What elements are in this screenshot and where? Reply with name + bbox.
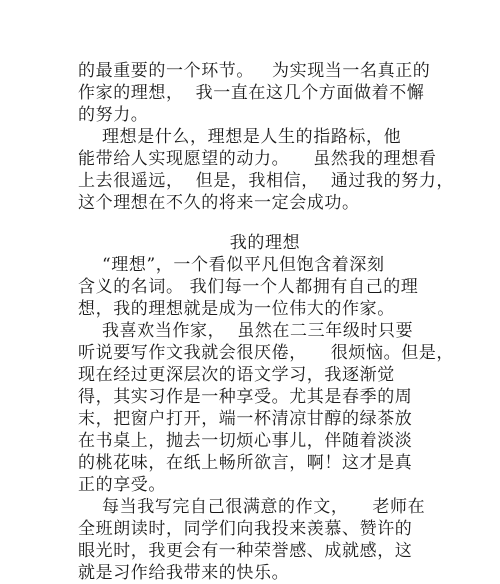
essay-line-12: 每当我写完自己很满意的作文， 老师在 (78, 497, 426, 517)
essay-line-13: 全班朗读时，同学们向我投来羡慕、赞许的 (78, 519, 413, 539)
intro-line-3: 的努力。 (78, 105, 149, 125)
essay-line-5: 听说要写作文我就会很厌倦， 很烦恼。但是， (78, 343, 455, 363)
intro-line-7: 这个理想在不久的将来一定会成功。 (78, 193, 360, 213)
essay-line-7: 得，其实习作是一种享受。尤其是春季的周 (78, 387, 413, 407)
essay-line-9: 在书桌上，抛去一切烦心事儿，伴随着淡淡 (78, 431, 413, 451)
essay-line-4: 我喜欢当作家， 虽然在二三年级时只要 (78, 321, 414, 341)
essay-line-1: “理想”，一个看似平凡但饱含着深刻 (78, 255, 385, 275)
intro-line-5: 能带给人实现愿望的动力。 虽然我的理想看 (78, 149, 437, 169)
essay-line-3: 想，我的理想就是成为一位伟大的作家。 (78, 299, 395, 319)
essay-line-6: 现在经过更深层次的语文学习，我逐渐觉 (78, 365, 395, 385)
intro-line-4: 理想是什么，理想是人生的指路标，他 (78, 127, 402, 147)
intro-line-2: 作家的理想， 我一直在这几个方面做着不懈 (78, 83, 425, 103)
intro-line-1: 的最重要的一个环节。 为实现当一名真正的 (78, 61, 431, 81)
intro-line-6: 上去很遥远， 但是，我相信， 通过我的努力， (78, 171, 455, 191)
essay-title: 我的理想 (229, 233, 301, 253)
essay-line-15: 就是习作给我带来的快乐。 (78, 563, 290, 583)
essay-line-2: 含义的名词。 我们每一个人都拥有自己的理 (78, 277, 419, 297)
essay-line-11: 正的享受。 (78, 475, 166, 495)
essay-line-8: 末，把窗户打开，端一杯清凉甘醇的绿茶放 (78, 409, 413, 429)
essay-line-14: 眼光时，我更会有一种荣誉感、成就感，这 (78, 541, 413, 561)
essay-line-10: 的桃花味，在纸上畅所欲言，啊！这才是真 (78, 453, 413, 473)
